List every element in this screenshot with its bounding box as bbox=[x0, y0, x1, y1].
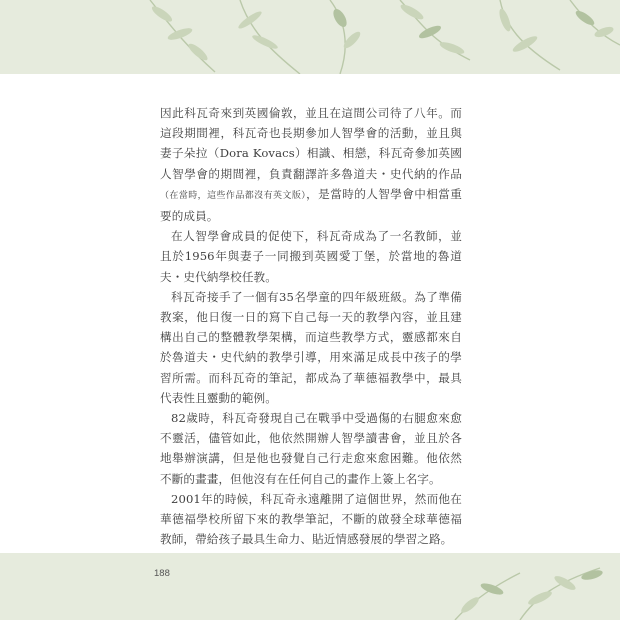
botanical-leaves-icon bbox=[0, 0, 620, 74]
paragraph-2: 在人智學會成員的促使下，科瓦奇成為了一名教師，並且於1956年與妻子一同搬到英國愛丁堡，於當地的魯道夫・史代納學校任教。 bbox=[160, 229, 462, 284]
paragraph-5: 2001年的時候，科瓦奇永遠離開了這個世界，然而他在華德福學校所留下來的教學筆記，不斷的啟發全球華德福教師，帶給孩子最具生命力、貼近情感發展的學習之路。 bbox=[160, 491, 462, 547]
paragraph-1-lead: 因此科瓦奇來到英國倫敦，並且在這間公司待了八年。而這段期間裡，科瓦奇也長期參加人智學會的活動，並且與妻子朵拉（Dora Kovacs）相識、相戀，科瓦奇參加英國人智學會的期間裡，負責翻譯許多魯道夫・史代納的作品 bbox=[160, 106, 462, 181]
chapter-body bbox=[160, 103, 462, 549]
paragraph-1-note: （在當時，這些作品都沒有英文版） bbox=[160, 190, 307, 201]
footer-decoration bbox=[0, 553, 620, 620]
page-number: 188 bbox=[154, 568, 170, 579]
botanical-leaves-icon bbox=[0, 553, 620, 620]
paragraph-3: 科瓦奇接手了一個有35名學童的四年級班級。為了準備教案，他日復一日的寫下自己每一天的教學內容，並且建構出自己的整體教學架構，而這些教學方式，靈感都來自於魯道夫・史代納的教學引導，用來滿足成長中孩子的學習所需。而科瓦奇的筆記，都成為了華德福教學中，最具代表性且靈動的範例。 bbox=[160, 289, 462, 405]
paragraph-4: 82歲時，科瓦奇發現自己在戰爭中受過傷的右腿愈來愈不靈活，儘管如此，他依然開辦人智學讀書會，並且於各地舉辦演講，但是他也發覺自己行走愈來愈困難。他依然不斷的畫畫，但他沒有在任何自己的畫作上簽上名字。 bbox=[160, 411, 462, 486]
paragraph-1-tail: ，是當時的人智學會中相當重要的成員。 bbox=[160, 186, 462, 224]
paragraph-1 bbox=[160, 103, 462, 226]
header-decoration bbox=[0, 0, 620, 74]
